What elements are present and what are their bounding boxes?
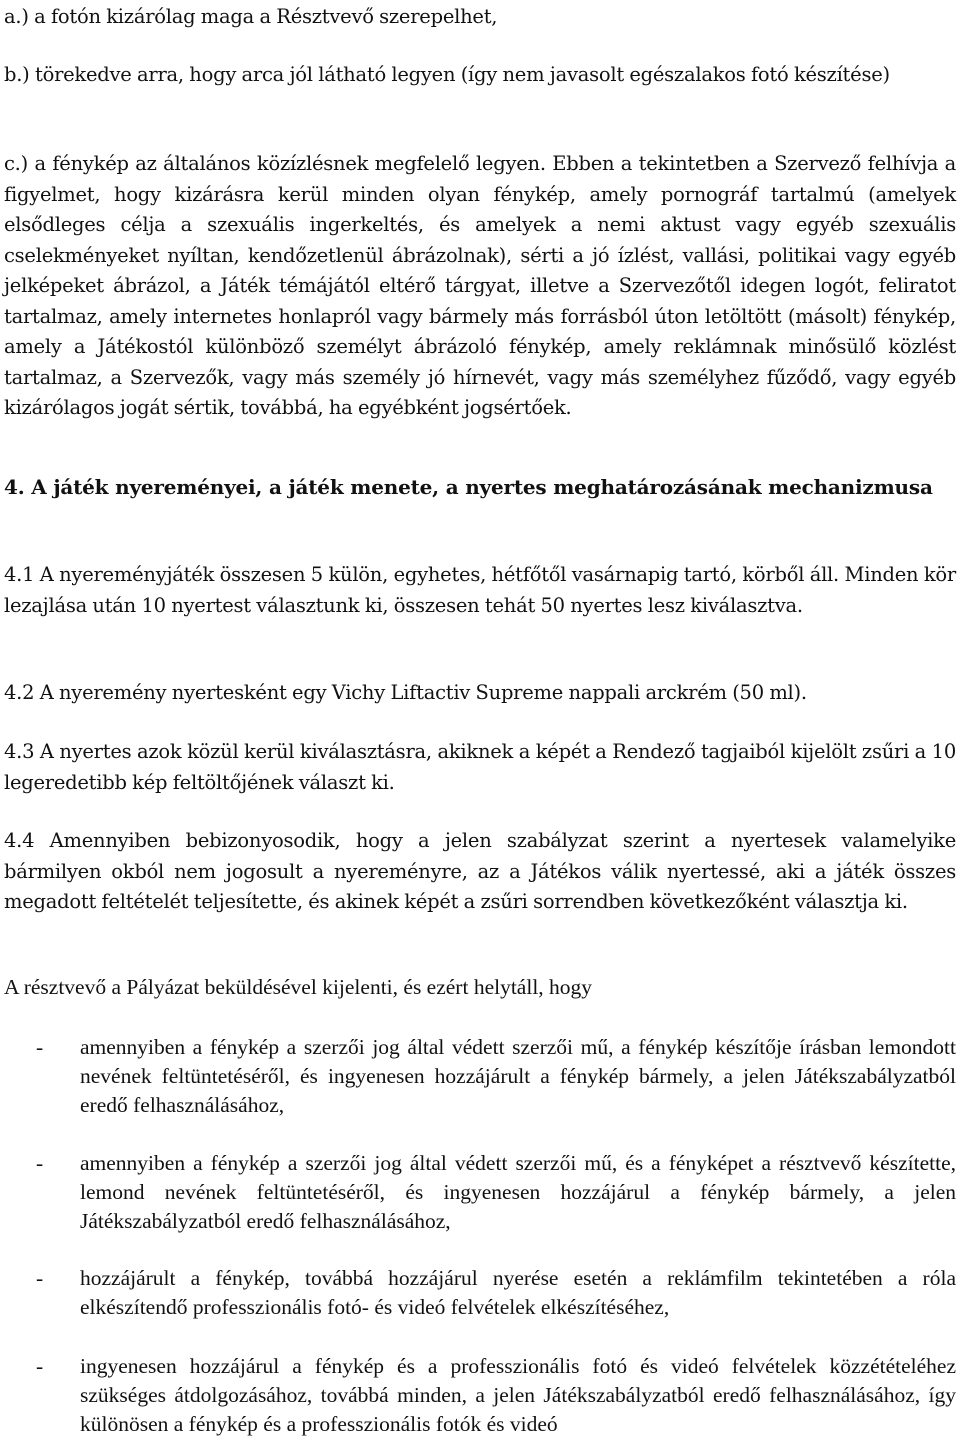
list-item-text: ingyenesen hozzájárul a fénykép és a professzionális fotó és videó felvételek közzétételéhez szükséges átdolgozásához, továbbá minden, a jelen Játékszabályzatból eredő felhasználásához, így különösen a fénykép és a professzionális fotók és videó: [80, 1354, 956, 1436]
list-item-text: amennyiben a fénykép a szerzői jog által védett szerzői mű, és a fényképet a résztvevő készítette, lemond nevének feltüntetéséről, és ingyenesen hozzájárul a fénykép bármely, a jelen Játékszabályzatból eredő felhasználásához,: [80, 1151, 956, 1233]
section-4-1: 4.1 A nyereményjáték összesen 5 külön, egyhetes, hétfőtől vasárnapig tartó, körből áll. Minden kör lezajlása után 10 nyertest választunk ki, összesen tehát 50 nyertes lesz kiválasztva.: [4, 563, 956, 617]
section-4-3: 4.3 A nyertes azok közül kerül kiválasztásra, akiknek a képét a Rendező tagjaiból kijelölt zsűri a 10 legeredetibb kép feltöltőjének választ ki.: [4, 740, 956, 794]
declaration-intro: A résztvevő a Pályázat beküldésével kijelenti, és ezért helytáll, hogy: [4, 975, 593, 999]
section-heading: 4. A játék nyereményei, a játék menete, a nyertes meghatározásának mechanizmusa: [4, 475, 933, 499]
section-4-4: 4.4 Amennyiben bebizonyosodik, hogy a jelen szabályzat szerint a nyertesek valamelyike bármilyen okból nem jogosult a nyereményre, az a Játékos válik nyertessé, aki a játék összes megadott feltételét teljesítette, és akinek képét a zsűri sorrendben következőként választja ki.: [4, 829, 956, 913]
list-item-text: amennyiben a fénykép a szerzői jog által védett szerzői mű, a fénykép készítője írásban lemondott nevének feltüntetéséről, és ingyenesen hozzájárult a fénykép bármely, a jelen Játékszabályzatból eredő felhasználásához,: [80, 1035, 956, 1117]
list-item-text: hozzájárult a fénykép, továbbá hozzájárul nyerése esetén a reklámfilm tekintetében a róla elkészítendő professzionális fotó- és videó felvételek elkészítéséhez,: [80, 1266, 956, 1319]
paragraph-c: c.) a fénykép az általános közízlésnek megfelelő legyen. Ebben a tekintetben a Szervező felhívja a figyelmet, hogy kizárásra kerül minden olyan fénykép, amely pornográf tartalmú (amelyek elsődleges célja a szexuális ingerkeltés, és amelyek a nemi aktust vagy egyéb szexuális cselekményeket nyíltan, kendőzetlenül ábrázolnak), sérti a jó ízlést, vallási, politikai vagy egyéb jelképeket ábrázol, a Játék témájától eltérő tárgyat, illetve a Szervezőtől idegen logót, feliratot tartalmaz, amely internetes honlapról vagy bármely más forrásból úton letöltött (másolt) fénykép, amely a Játékostól különböző személyt ábrázoló fénykép, amely reklámnak minősülő közlést tartalmaz, a Szervezők, vagy más személy jó hírnevét, vagy más személyhez fűződő, vagy egyéb kizárólagos jogát sértik, továbbá, ha egyébként jogsértőek.: [4, 152, 956, 419]
paragraph-a: a.) a fotón kizárólag maga a Résztvevő szerepelhet,: [4, 5, 498, 28]
section-4-2: 4.2 A nyeremény nyertesként egy Vichy Liftactiv Supreme nappali arckrém (50 ml).: [4, 681, 807, 704]
bullet-dash: -: [36, 1035, 44, 1059]
bullet-dash: -: [36, 1354, 44, 1378]
bullet-dash: -: [36, 1266, 44, 1290]
paragraph-b: b.) törekedve arra, hogy arca jól látható legyen (így nem javasolt egészalakos fotó készítése): [4, 63, 890, 86]
bullet-dash: -: [36, 1151, 44, 1175]
